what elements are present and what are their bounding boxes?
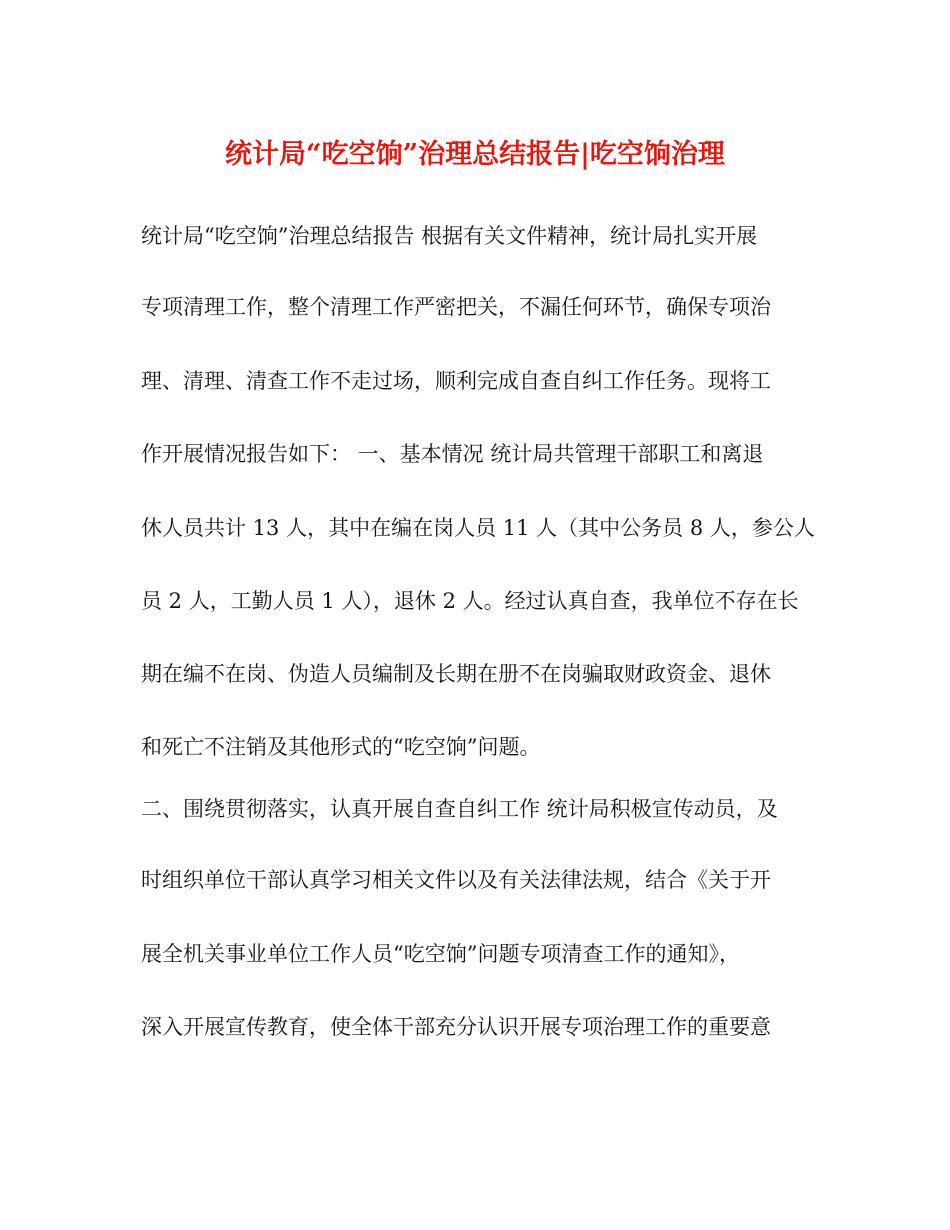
body-line-12: 深入开展宣传教育，使全体干部充分认识开展专项治理工作的重要意 bbox=[141, 1015, 771, 1039]
body-line-5: 休人员共计 13 人，其中在编在岗人员 11 人（其中公务员 8 人，参公人 bbox=[141, 516, 815, 540]
body-line-8: 和死亡不注销及其他形式的“吃空饷”问题。 bbox=[141, 735, 541, 759]
body-line-3: 理、清理、清查工作不走过场，顺利完成自查自纠工作任务。现将工 bbox=[141, 369, 771, 393]
document-title: 统计局“吃空饷”治理总结报告|吃空饷治理 bbox=[225, 139, 725, 170]
body-line-11: 展全机关事业单位工作人员“吃空饷”问题专项清查工作的通知》， bbox=[141, 942, 740, 966]
body-line-2: 专项清理工作，整个清理工作严密把关，不漏任何环节，确保专项治 bbox=[141, 295, 771, 319]
body-line-6: 员 2 人，工勤人员 1 人），退休 2 人。经过认真自查，我单位不存在长 bbox=[141, 589, 799, 613]
body-line-7: 期在编不在岗、伪造人员编制及长期在册不在岗骗取财政资金、退休 bbox=[141, 662, 771, 686]
body-line-10: 时组织单位干部认真学习相关文件以及有关法律法规，结合《关于开 bbox=[141, 868, 771, 892]
body-line-4: 作开展情况报告如下： 一、基本情况 统计局共管理干部职工和离退 bbox=[141, 442, 764, 466]
body-line-9: 二、围绕贯彻落实，认真开展自查自纠工作 统计局积极宣传动员，及 bbox=[141, 797, 778, 821]
body-line-1: 统计局“吃空饷”治理总结报告 根据有关文件精神，统计局扎实开展 bbox=[141, 224, 758, 248]
